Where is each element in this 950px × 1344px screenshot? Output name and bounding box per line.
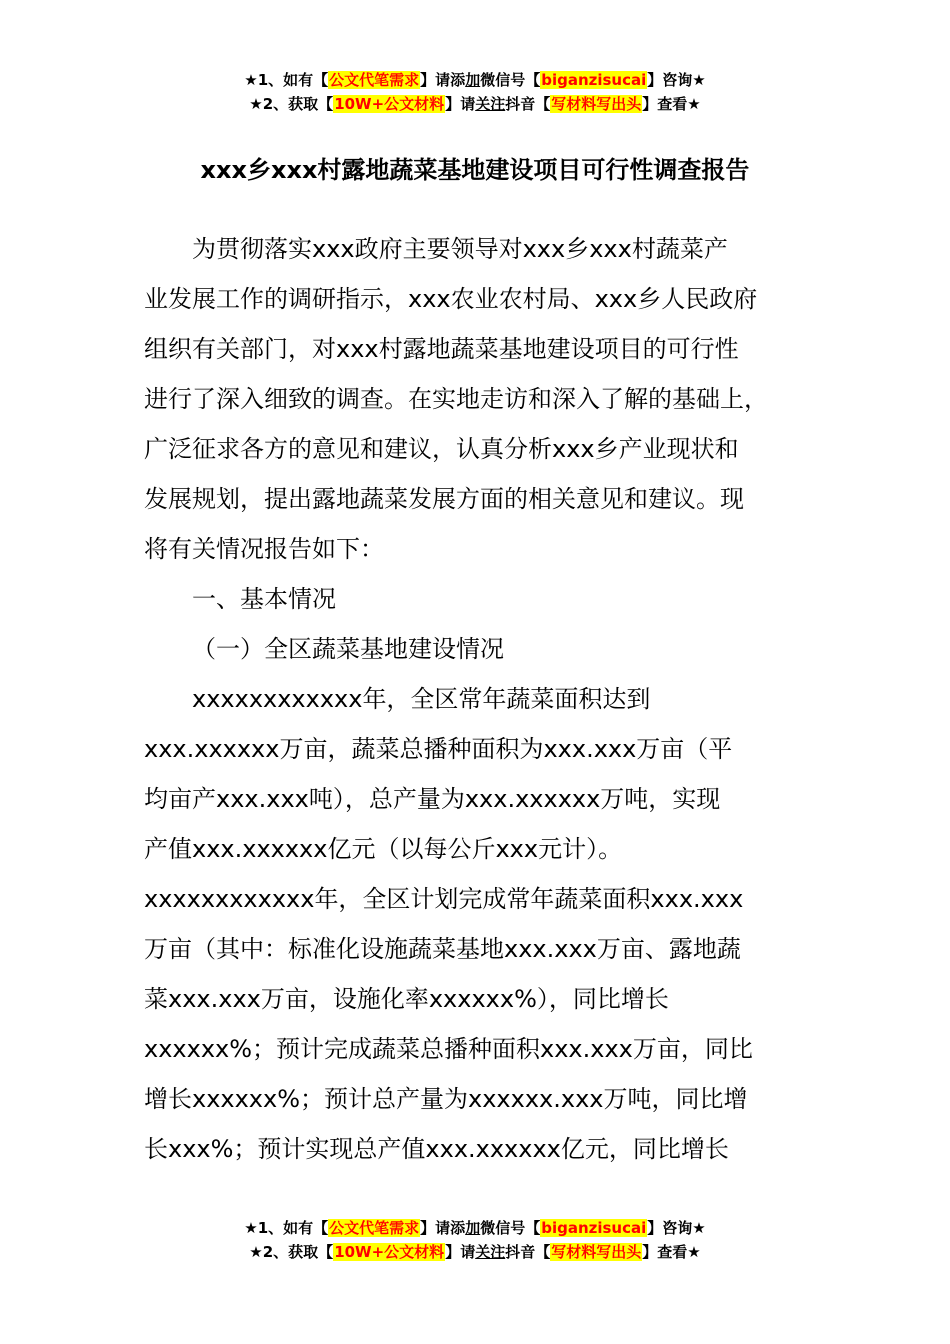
body-line: 增长xxxxxx%；预计总产量为xxxxxx.xxx万吨，同比增: [144, 1085, 748, 1113]
banner-highlight-materials: 10W+公文材料: [334, 95, 445, 113]
banner-line-1-mid2: 微信号【: [480, 71, 541, 89]
banner-line-1: [0, 68, 950, 92]
banner-line-1: [0, 1216, 950, 1240]
body-line: 长xxx%；预计实现总产值xxx.xxxxxx亿元，同比增长: [144, 1135, 729, 1163]
header-banner: [0, 68, 950, 116]
banner-highlight-ghostwriting: 公文代笔需求: [329, 1219, 420, 1237]
banner-line-2-mid: 】请: [445, 95, 476, 113]
banner-line-2-mid2: 抖音【: [505, 95, 551, 113]
banner-line-2-mid2: 抖音【: [505, 1243, 551, 1261]
banner-highlight-wechat-id: biganzisucai: [541, 1219, 647, 1237]
body-line: 业发展工作的调研指示，xxx农业农村局、xxx乡人民政府: [144, 285, 758, 313]
banner-highlight-materials: 10W+公文材料: [334, 1243, 445, 1261]
banner-line-2-prefix: ★2、获取【: [249, 1243, 334, 1261]
footer-banner: [0, 1216, 950, 1264]
body-line: 将有关情况报告如下：: [144, 535, 384, 563]
banner-line-1-mid: 】请添: [420, 1219, 466, 1237]
banner-highlight-douyin-account: 写材料写出头: [551, 1243, 642, 1261]
subsection-heading: （一）全区蔬菜基地建设情况: [192, 635, 504, 663]
body-line: 为贯彻落实xxx政府主要领导对xxx乡xxx村蔬菜产: [192, 235, 728, 263]
banner-highlight-douyin-account: 写材料写出头: [551, 95, 642, 113]
body-line: 菜xxx.xxx万亩，设施化率xxxxxx%），同比增长: [144, 985, 669, 1013]
banner-line-1-prefix: ★1、如有【: [244, 1219, 329, 1237]
body-line: xxxxxxxxxxxx年，全区常年蔬菜面积达到: [192, 685, 651, 713]
section-heading: 一、基本情况: [192, 585, 336, 613]
banner-line-2: [0, 92, 950, 116]
banner-line-2-mid: 】请: [445, 1243, 476, 1261]
banner-underline-add: 加: [465, 71, 481, 89]
banner-line-2: [0, 1240, 950, 1264]
banner-highlight-wechat-id: biganzisucai: [541, 71, 647, 89]
body-line: 进行了深入细致的调查。在实地走访和深入了解的基础上，: [144, 385, 768, 413]
banner-highlight-ghostwriting: 公文代笔需求: [329, 71, 420, 89]
body-line: 均亩产xxx.xxx吨），总产量为xxx.xxxxxx万吨，实现: [144, 785, 721, 813]
body-line: 组织有关部门，对xxx村露地蔬菜基地建设项目的可行性: [144, 335, 739, 363]
document-body: [144, 224, 814, 1174]
banner-underline-follow: 关注: [475, 95, 506, 113]
banner-underline-follow: 关注: [475, 1243, 506, 1261]
body-line: 发展规划，提出露地蔬菜发展方面的相关意见和建议。现: [144, 485, 744, 513]
banner-line-1-suffix: 】咨询★: [647, 1219, 706, 1237]
body-line: 产值xxx.xxxxxx亿元（以每公斤xxx元计）。: [144, 835, 623, 863]
document-title: xxx乡xxx村露地蔬菜基地建设项目可行性调查报告: [200, 156, 750, 184]
banner-line-1-mid2: 微信号【: [480, 1219, 541, 1237]
banner-line-1-prefix: ★1、如有【: [244, 71, 329, 89]
banner-line-1-mid: 】请添: [420, 71, 466, 89]
banner-line-2-suffix: 】查看★: [642, 95, 701, 113]
body-line: 万亩（其中：标准化设施蔬菜基地xxx.xxx万亩、露地蔬: [144, 935, 741, 963]
body-line: xxxxxxxxxxxx年，全区计划完成常年蔬菜面积xxx.xxx: [144, 885, 744, 913]
body-line: xxxxxx%；预计完成蔬菜总播种面积xxx.xxx万亩，同比: [144, 1035, 753, 1063]
body-line: 广泛征求各方的意见和建议，认真分析xxx乡产业现状和: [144, 435, 739, 463]
banner-line-2-prefix: ★2、获取【: [249, 95, 334, 113]
body-line: xxx.xxxxxx万亩，蔬菜总播种面积为xxx.xxx万亩（平: [144, 735, 733, 763]
banner-line-2-suffix: 】查看★: [642, 1243, 701, 1261]
banner-line-1-suffix: 】咨询★: [647, 71, 706, 89]
banner-underline-add: 加: [465, 1219, 481, 1237]
